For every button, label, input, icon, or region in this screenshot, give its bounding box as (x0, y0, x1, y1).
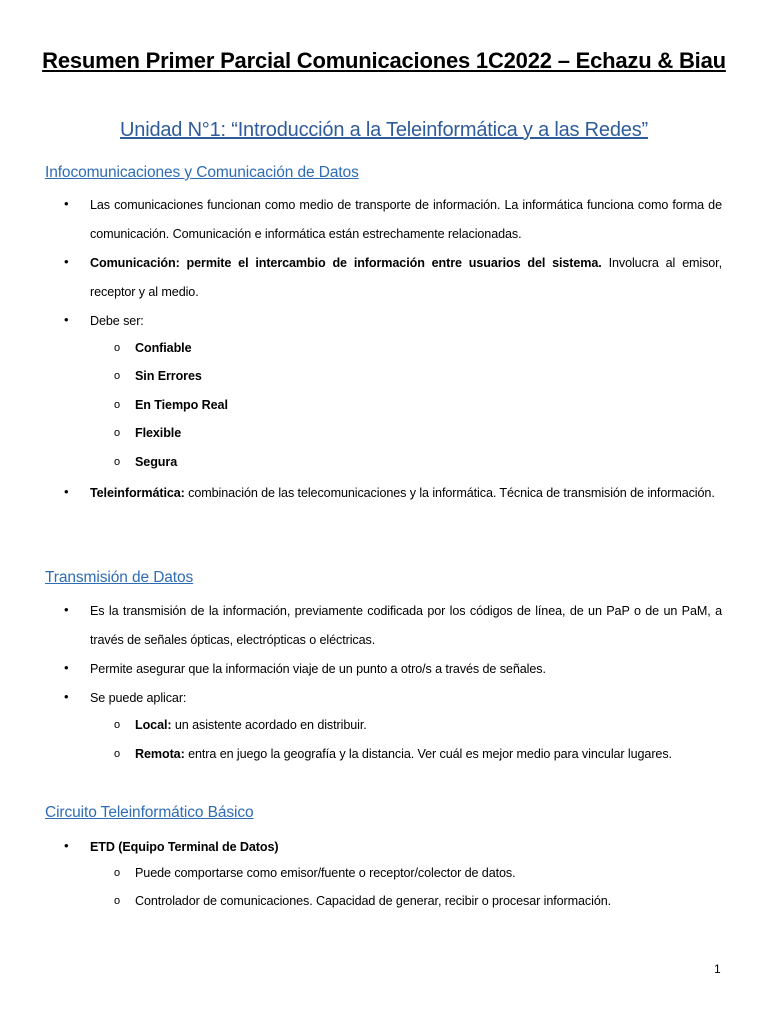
bullet-icon: • (64, 484, 69, 499)
paragraph: Las comunicaciones funcionan como medio de transporte de información. La informática funciona como forma de comunicación. Comunicación e informática están estrechamente relacionadas. (90, 198, 722, 241)
list-item: Confiable (135, 341, 192, 355)
sub-bullet-icon: o (114, 342, 121, 354)
sub-bullet-icon: o (114, 427, 121, 439)
list-item: Puede comportarse como emisor/fuente o receptor/colector de datos. (135, 866, 516, 880)
paragraph: Es la transmisión de la información, previamente codificada por los códigos de línea, de un PaP o de un PaM, a través de señales ópticas, electrópticas o eléctricas. (90, 604, 722, 647)
paragraph: ETD (Equipo Terminal de Datos) (90, 840, 279, 854)
paragraph: Debe ser: (90, 314, 144, 328)
section-heading-infocomunicaciones: Infocomunicaciones y Comunicación de Datos (45, 164, 359, 181)
sub-bullet-icon: o (114, 456, 121, 468)
list-item: Remota: entra en juego la geografía y la distancia. Ver cuál es mejor medio para vincular lugares. (135, 747, 672, 761)
list-item: Segura (135, 455, 178, 469)
list-item: Flexible (135, 426, 182, 440)
list-item: En Tiempo Real (135, 398, 228, 412)
section-heading-circuito: Circuito Teleinformático Básico (45, 804, 254, 821)
bullet-icon: • (64, 602, 69, 617)
list-item: Local: un asistente acordado en distribuir. (135, 718, 367, 732)
bold-term: Teleinformática: (90, 486, 185, 500)
text: Involucra al emisor, receptor y al medio. (90, 256, 722, 299)
sub-bullet-icon: o (114, 370, 121, 382)
sub-bullet-icon: o (114, 719, 121, 731)
paragraph (90, 249, 722, 307)
bullet-icon: • (64, 838, 69, 853)
bullet-icon: • (64, 254, 69, 269)
document-title: Resumen Primer Parcial Comunicaciones 1C2022 – Echazu & Biau (42, 48, 726, 73)
paragraph: Se puede aplicar: (90, 691, 187, 705)
bullet-icon: • (64, 660, 69, 675)
bullet-icon: • (64, 196, 69, 211)
paragraph: Permite asegurar que la información viaje de un punto a otro/s a través de señales. (90, 662, 546, 676)
bold-term: Comunicación: permite el intercambio de información entre usuarios del sistema. (90, 256, 602, 270)
text: combinación de las telecomunicaciones y la informática. Técnica de transmisión de información. (184, 486, 715, 500)
section-heading-transmision: Transmisión de Datos (45, 569, 194, 586)
list-item: Sin Errores (135, 369, 202, 383)
bullet-icon: • (64, 689, 69, 704)
sub-bullet-icon: o (114, 399, 121, 411)
unit-title: Unidad N°1: “Introducción a la Teleinformática y a las Redes” (120, 119, 648, 141)
paragraph (90, 479, 722, 508)
page-number: 1 (714, 962, 721, 976)
bullet-icon: • (64, 312, 69, 327)
sub-bullet-icon: o (114, 895, 121, 907)
sub-bullet-icon: o (114, 748, 121, 760)
sub-bullet-icon: o (114, 867, 121, 879)
list-item: Controlador de comunicaciones. Capacidad de generar, recibir o procesar información. (135, 894, 612, 908)
